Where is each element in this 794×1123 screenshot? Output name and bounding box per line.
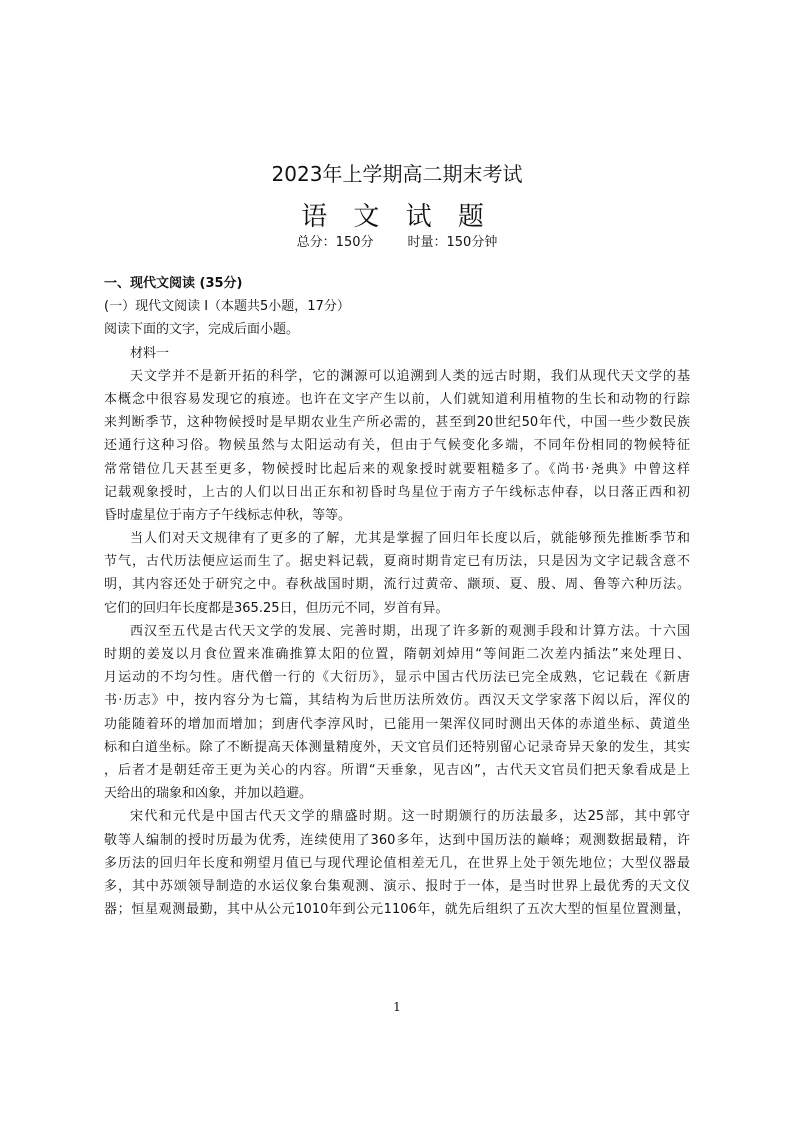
paragraph-line: 敬等人编制的授时历最为优秀，连续使用了360多年，达到中国历法的巅峰；观测数据最精，许 xyxy=(104,832,690,848)
paragraph-line: 多，其中苏颂领导制造的水运仪象台集观测、演示、报时于一体，是当时世界上最优秀的天文仪 xyxy=(104,878,690,894)
paragraph-line: 西汉至五代是古代天文学的发展、完善时期，出现了许多新的观测手段和计算方法。十六国 xyxy=(130,623,690,639)
paragraph-line: 天给出的瑞象和凶象，并加以趋避。 xyxy=(104,786,313,802)
paragraph-line: 昏时虚星位于南方子午线标志仲秋，等等。 xyxy=(104,507,352,523)
paragraph-line: 明，其内容还处于研究之中。春秋战国时期，流行过黄帝、颛顼、夏、殷、周、鲁等六种历法。 xyxy=(104,577,690,593)
paragraph-line: 器；恒星观测最勤，其中从公元1010年到公元1106年，就先后组织了五次大型的恒星位置测量， xyxy=(104,902,690,918)
paragraph-line: 天文学并不是新开拓的科学，它的渊源可以追溯到人类的远古时期，我们从现代天文学的基 xyxy=(130,368,690,384)
exam-meta xyxy=(0,231,794,250)
paragraph-line: 当人们对天文规律有了更多的了解，尤其是掌握了回归年长度以后，就能够预先推断季节和 xyxy=(130,531,690,547)
total-score: 总分：150分 xyxy=(296,235,374,250)
paragraph-line: 时期的姜岌以月食位置来准确推算太阳的位置，隋朝刘焯用“等间距二次差内插法”来处理日、 xyxy=(104,647,690,662)
section-subheading: (一）现代文阅读 I（本题共5小题，17分） xyxy=(104,299,350,315)
page-number: 1 xyxy=(393,1000,401,1014)
paragraph-line: 标和白道坐标。除了不断提高天体测量精度外，天文官员们还特别留心记录奇异天象的发生，其实 xyxy=(104,739,690,755)
paragraph-line: 它们的回归年长度都是365.25日，但历元不同，岁首有异。 xyxy=(104,600,449,616)
subject-title: 语 文 试 题 xyxy=(301,202,493,232)
reading-instruction: 阅读下面的文字，完成后面小题。 xyxy=(104,322,300,338)
paragraph-line: 多历法的回归年长度和朔望月值已与现代理论值相差无几，在世界上处于领先地位；大型仪器最 xyxy=(104,855,690,871)
section-heading: 一、现代文阅读 (35分) xyxy=(104,276,243,291)
paragraph-line: 宋代和元代是中国古代天文学的鼎盛时期。这一时期颁行的历法最多，达25部，其中郭守 xyxy=(130,809,690,825)
paragraph-line: 书·历志》中，按内容分为七篇，其结构为后世历法所效仿。西汉天文学家落下闳以后，浑仪的 xyxy=(104,693,690,709)
time-limit: 时量：150分钟 xyxy=(407,235,498,250)
paragraph-line: 功能随着环的增加而增加；到唐代李淳风时，已能用一架浑仪同时测出天体的赤道坐标、黄道坐 xyxy=(104,716,690,732)
paragraph-line: 本概念中很容易发现它的痕迹。也许在文字产生以前，人们就知道利用植物的生长和动物的行踪 xyxy=(104,391,690,407)
paragraph-line: ，后者才是朝廷帝王更为关心的内容。所谓“天垂象，见吉凶”，古代天文官员们把天象看成是上 xyxy=(104,762,690,778)
paragraph-line: 常常错位几天甚至更多，物候授时比起后来的观象授时就要粗糙多了。《尚书·尧典》中曾这样 xyxy=(104,461,690,477)
exam-content xyxy=(104,272,690,921)
paragraph-line: 来判断季节，这种物候授时是早期农业生产所必需的，甚至到20世纪50年代，中国一些少数民族 xyxy=(104,415,690,431)
paragraph-line: 月运动的不均匀性。唐代僧一行的《大衍历》，显示中国古代历法已完全成熟，它记载在《新唐 xyxy=(104,670,690,686)
material-text xyxy=(104,365,690,922)
paragraph-line: 还通行这种习俗。物候虽然与太阳运动有关，但由于气候变化多端，不同年份相同的物候特征 xyxy=(104,438,690,454)
exam-title: 2023年上学期高二期末考试 xyxy=(271,162,523,186)
paragraph-line: 节气，古代历法便应运而生了。据史料记载，夏商时期肯定已有历法，只是因为文字记载含意不 xyxy=(104,554,690,570)
paragraph-line: 记载观象授时，上古的人们以日出正东和初昏时鸟星位于南方子午线标志仲春，以日落正西和初 xyxy=(104,484,690,500)
material-label: 材料一 xyxy=(130,345,170,361)
